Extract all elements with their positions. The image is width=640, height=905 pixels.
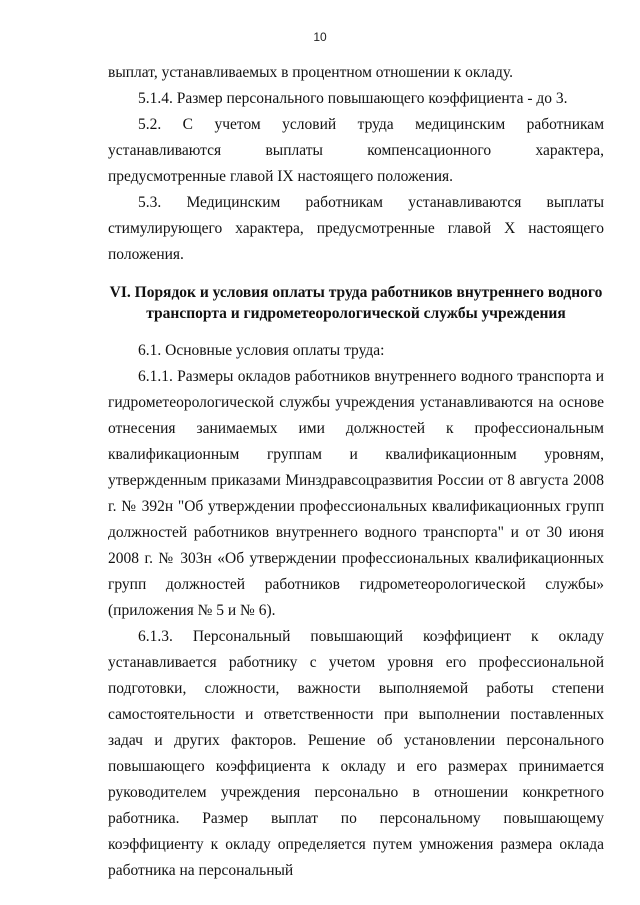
page-number: 10 [313,30,327,44]
paragraph-5-1-4: 5.1.4. Размер персонального повышающего коэффициента - до 3. [138,90,568,107]
section-heading: VI. Порядок и условия оплаты труда работников внутреннего водного транспорта и гидрометеорологической службы учреждения [109,284,603,322]
paragraph-6-1-1: 6.1.1. Размеры окладов работников внутреннего водного транспорта и гидрометеорологической службы учреждения устанавливаются на основе отнесения занимаемых ими должностей к профессиональным квалификационным группам и квалификационным уровням, утвержденным приказами Минздравсоцразвития России от 8 августа 2008 г. № 392н "Об утверждении профессиональных квалификационных групп должностей работников внутреннего водного транспорта" и от 30 июня 2008 г. № 303н «Об утверждении профессиональных квалификационных групп должностей работников гидрометеорологической службы» (приложения № 5 и № 6). [108,368,604,619]
paragraph-5-3: 5.3. Медицинским работникам устанавливаются выплаты стимулирующего характера, предусмотренные главой X настоящего положения. [108,194,604,263]
paragraph-6-1-3: 6.1.3. Персональный повышающий коэффициент к окладу устанавливается работнику с учетом уровня его профессиональной подготовки, сложности, важности выполняемой работы степени самостоятельности и ответственности при выполнении поставленных задач и других факторов. Решение об установлении персонального повышающего коэффициента к окладу и его размерах принимается руководителем учреждения персонально в отношении конкретного работника. Размер выплат по персональному повышающему коэффициенту к окладу определяется путем умножения размера оклада работника на персональный [108,628,604,879]
paragraph-6-1: 6.1. Основные условия оплаты труда: [138,342,385,359]
paragraph-5-2: 5.2. С учетом условий труда медицинским работникам устанавливаются выплаты компенсационного характера, предусмотренные главой IX настоящего положения. [108,116,604,185]
paragraph-continuation: выплат, устанавливаемых в процентном отношении к окладу. [108,64,513,81]
document-body [108,60,604,884]
